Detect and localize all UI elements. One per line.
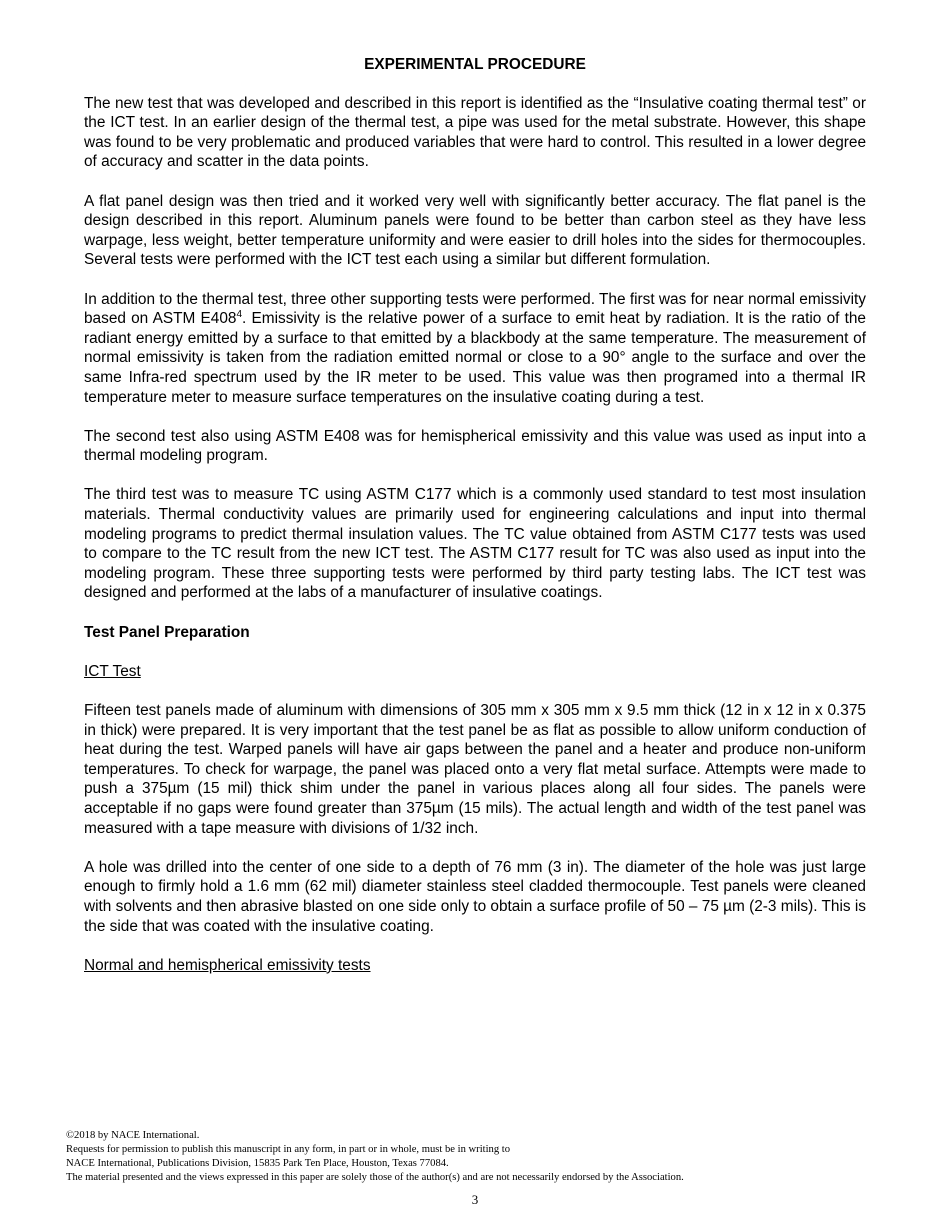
paragraph-supporting-tests-part1: In addition to the thermal test, three other supporting tests were performed. The first was for near normal emissivity based on ASTM E408 xyxy=(84,290,866,328)
page-body xyxy=(84,55,866,995)
footer-line-address: NACE International, Publications Division, 15835 Park Ten Place, Houston, Texas 77084. xyxy=(66,1158,449,1169)
paragraph-panel-dimensions: Fifteen test panels made of aluminum with dimensions of 305 mm x 305 mm x 9.5 mm thick (12 in x 12 in x 0.375 in thick) were prepared. It is very important that the test panel be as flat as possible to allow uniform conduction of heat during the test. Warped panels will have air gaps between the panel and a heater and produce non-uniform temperatures. To check for warpage, the panel was placed onto a very flat metal surface. Attempts were made to push a 375µm (15 mil) thick shim under the panel in various places along all four sides. The panels were acceptable if no gaps were found greater than 375µm (15 mils). The actual length and width of the test panel was measured with a tape measure with divisions of 1/32 inch. xyxy=(84,702,866,837)
paragraph-supporting-tests-part2: . Emissivity is the relative power of a surface to emit heat by radiation. It is the ratio of the radiant energy emitted by a surface to that emitted by a blackbody at the same temperature. The measurement of normal emissivity is taken from the radiation emitted normal or close to a 90° angle to the surface and over the same Infra-red spectrum used by the IR meter to be used. This value was then programed into a thermal IR temperature meter to measure surface temperatures on the insulative coating during a test. xyxy=(84,310,866,406)
section-title: EXPERIMENTAL PROCEDURE xyxy=(364,56,586,73)
subheading-emissivity-tests: Normal and hemispherical emissivity tests xyxy=(84,956,371,974)
subheading-ict-test: ICT Test xyxy=(84,662,141,680)
footer-line-copyright: ©2018 by NACE International. xyxy=(66,1130,200,1141)
paragraph-supporting-tests xyxy=(84,290,866,408)
paragraph-thermal-conductivity: The third test was to measure TC using ASTM C177 which is a commonly used standard to test most insulation materials. Thermal conductivity values are primarily used for engineering calculations and input into thermal modeling programs to predict thermal insulation values. The TC value obtained from ASTM C177 tests was used to compare to the TC result from the new ICT test. The ASTM C177 result for TC was also used as input into the modeling program. These three supporting tests were performed by third party testing labs. The ICT test was designed and performed at the labs of a manufacturer of insulative coatings. xyxy=(84,486,866,602)
footer-line-permission: Requests for permission to publish this manuscript in any form, in part or in whole, must be in writing to xyxy=(66,1144,511,1155)
paragraph-ict-intro: The new test that was developed and described in this report is identified as the “Insulative coating thermal test” or the ICT test. In an earlier design of the thermal test, a pipe was used for the metal substrate. However, this shape was found to be very problematic and produced variables that were hard to control. This resulted in a lower degree of accuracy and scatter in the data points. xyxy=(84,94,866,171)
paragraph-hole-drilling: A hole was drilled into the center of one side to a depth of 76 mm (3 in). The diameter of the hole was just large enough to firmly hold a 1.6 mm (62 mil) diameter stainless steel cladded thermocouple. Test panels were cleaned with solvents and then abrasive blasted on one side only to obtain a surface profile of 50 – 75 µm (2-3 mils). This is the side that was coated with the insulative coating. xyxy=(84,858,866,935)
footer-line-disclaimer: The material presented and the views expressed in this paper are solely those of the author(s) and are not necessarily endorsed by the Association. xyxy=(66,1172,684,1183)
paragraph-hemispherical-emissivity: The second test also using ASTM E408 was for hemispherical emissivity and this value was used as input into a thermal modeling program. xyxy=(84,427,866,465)
page-number: 3 xyxy=(471,1192,479,1207)
copyright-footer xyxy=(66,1129,886,1185)
reference-superscript: 4 xyxy=(236,309,243,321)
paragraph-flat-panel: A flat panel design was then tried and it worked very well with significantly better accuracy. The flat panel is the design described in this report. Aluminum panels were found to be better than carbon steel as they have less warpage, less weight, better temperature uniformity and were easier to drill holes into the sides for thermocouples. Several tests were performed with the ICT test each using a similar but different formulation. xyxy=(84,192,866,269)
heading-test-panel-preparation: Test Panel Preparation xyxy=(84,623,250,641)
